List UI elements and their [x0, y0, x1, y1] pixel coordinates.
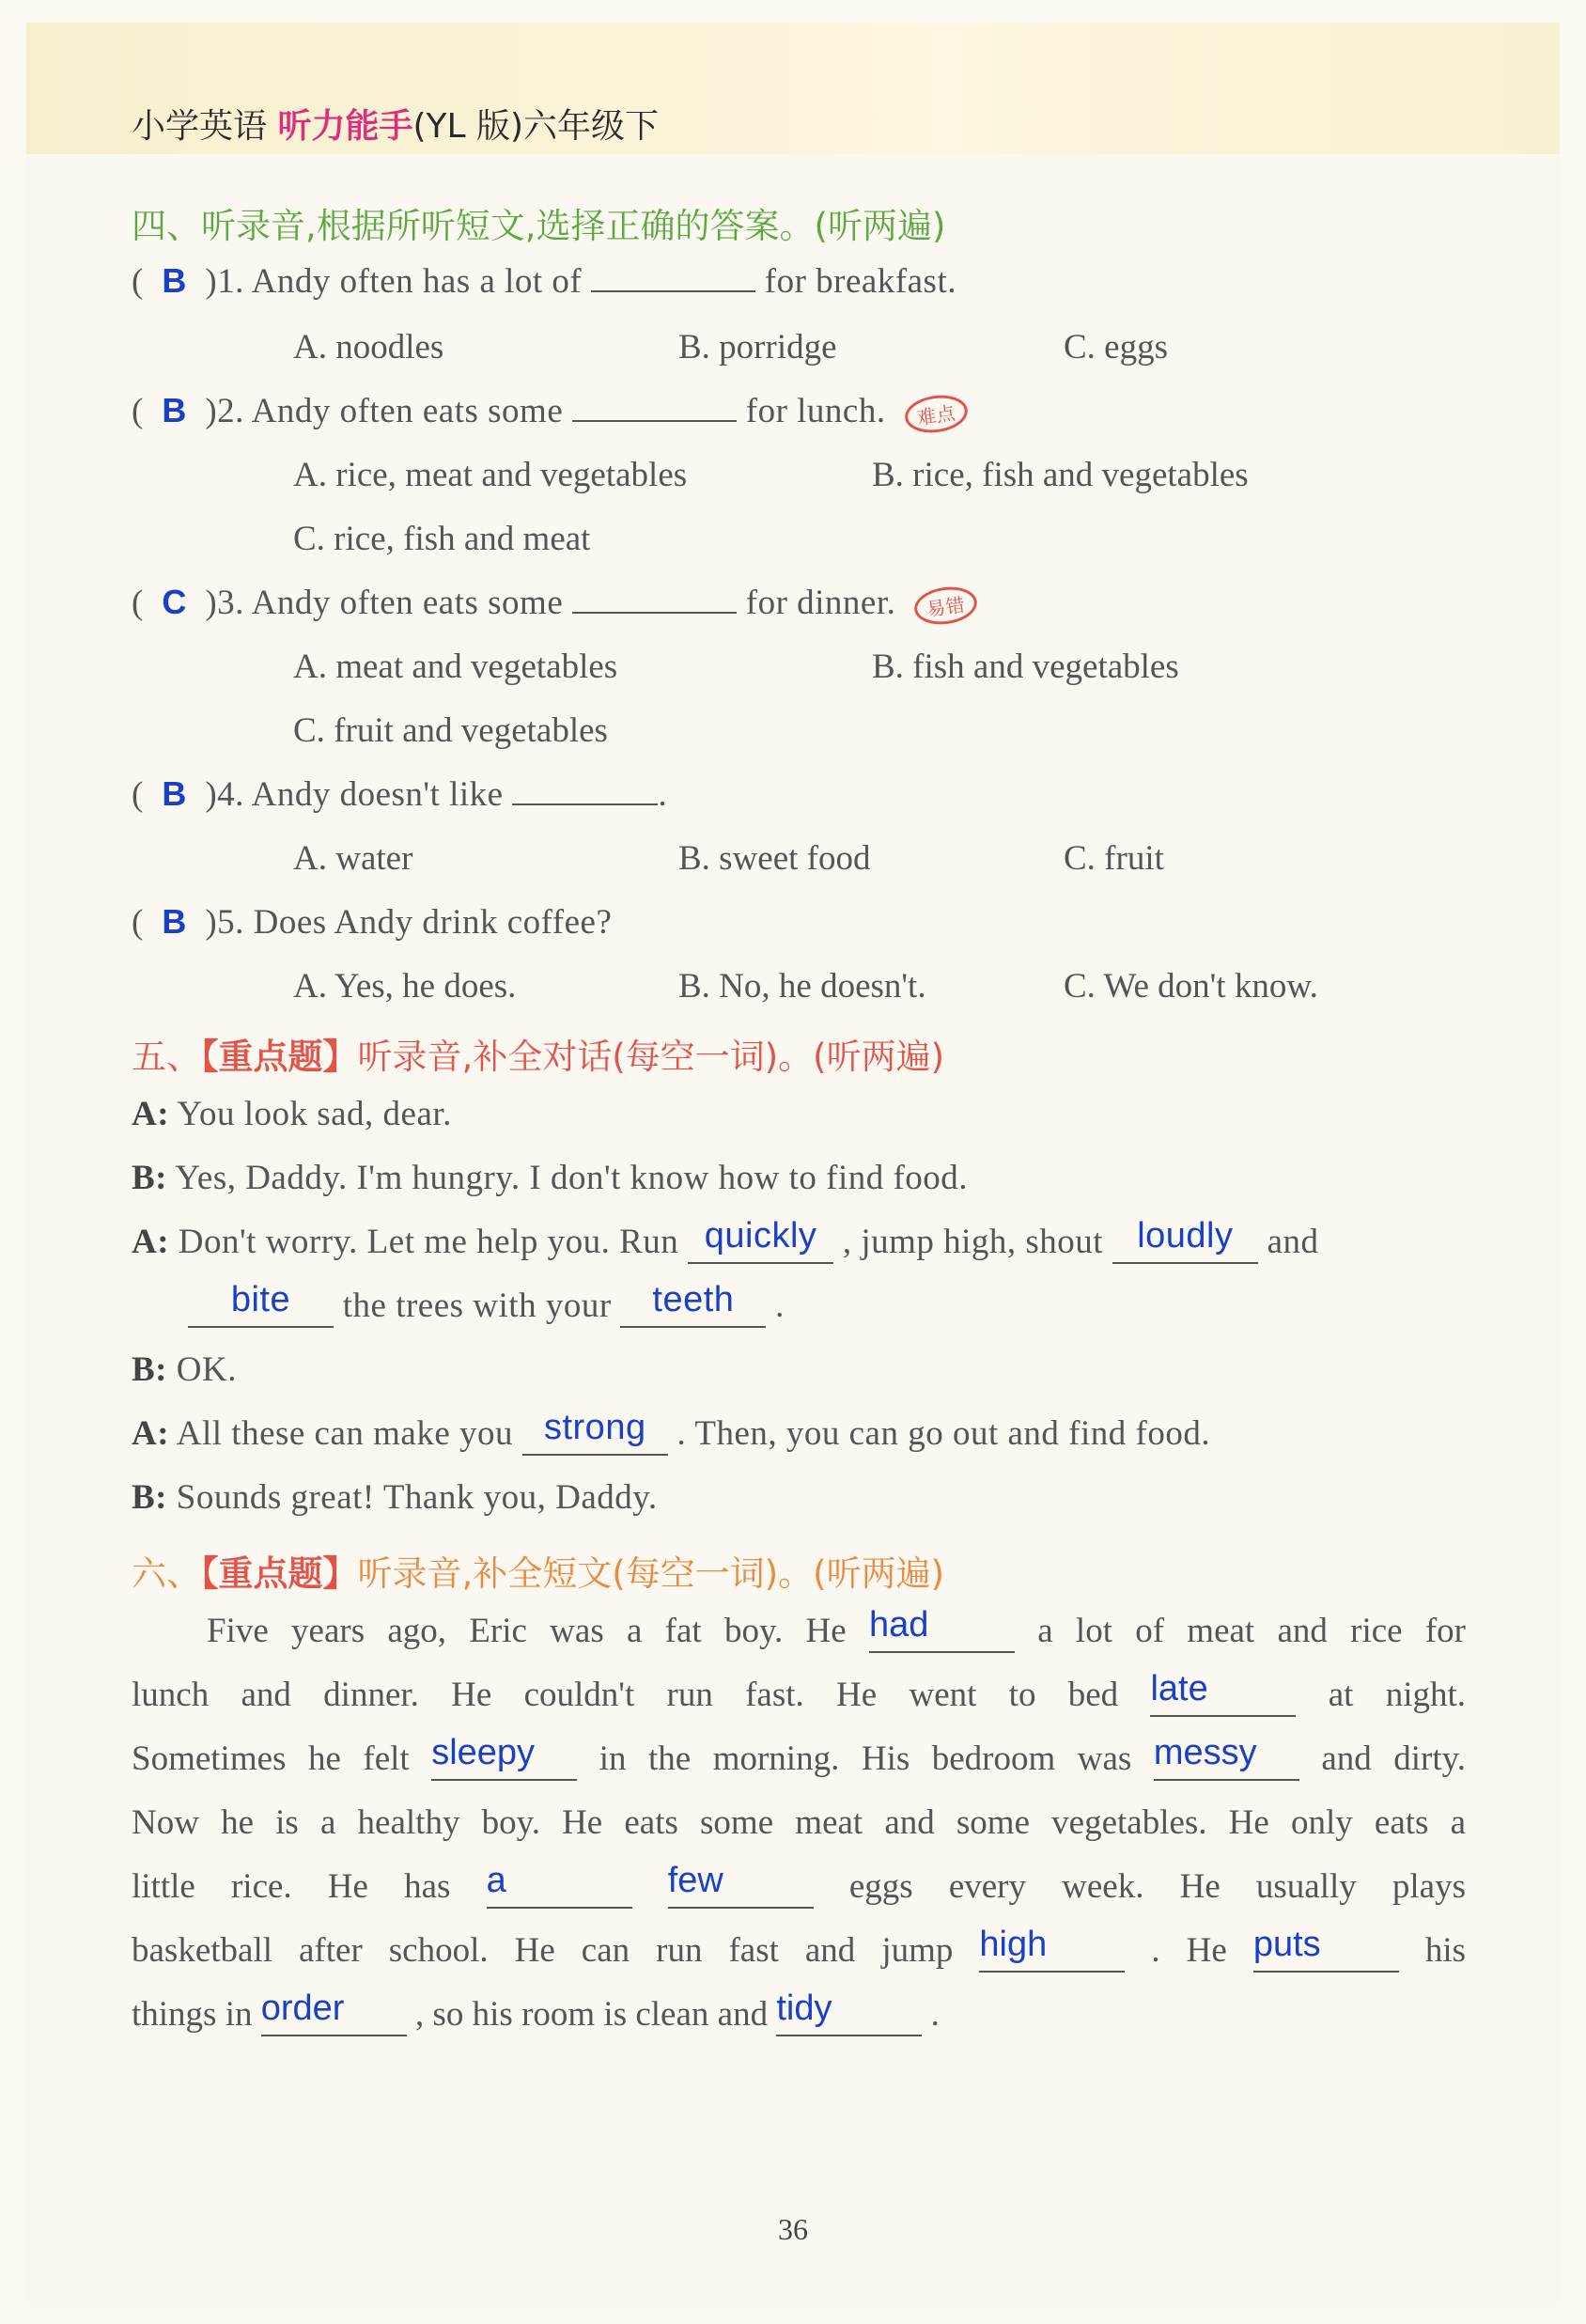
section5-title: 五、【重点题】听录音,补全对话(每空一词)。(听两遍) — [132, 1037, 945, 1077]
q4-option-a: A. water — [293, 839, 413, 878]
q2-row: ( B )2. Andy often eats some for lunch. 难点 — [132, 391, 968, 432]
q5-row: ( B )5. Does Andy drink coffee? — [132, 902, 613, 942]
passage-line-6: basketball after school. He can run fast and jump high . He puts his — [132, 1930, 1466, 1973]
passage-line-4: Now he is a healthy boy. He eats some meat and some vegetables. He only eats a — [132, 1803, 1466, 1842]
dialog-line-1: A: You look sad, dear. — [132, 1095, 452, 1133]
q4-option-c: C. fruit — [1064, 839, 1164, 878]
dialog-line-2: B: Yes, Daddy. I'm hungry. I don't know how to find food. — [132, 1159, 969, 1197]
q5-option-b: B. No, he doesn't. — [678, 967, 926, 1006]
blank-bite: bite — [188, 1286, 334, 1328]
blank-order: order — [261, 1994, 407, 2036]
passage-line-5: little rice. He has a few eggs every week. He usually plays — [132, 1866, 1466, 1909]
q1-option-a: A. noodles — [293, 328, 444, 367]
blank-teeth: teeth — [620, 1286, 766, 1328]
blank-a: a — [487, 1866, 632, 1909]
q4-option-b: B. sweet food — [678, 839, 871, 878]
dialog-line-4: bite the trees with your teeth . — [188, 1286, 785, 1328]
q4-blank — [512, 803, 658, 805]
blank-few: few — [668, 1866, 814, 1909]
q1-option-c: C. eggs — [1064, 328, 1168, 367]
q3-option-c: C. fruit and vegetables — [293, 711, 608, 750]
blank-quickly: quickly — [688, 1222, 833, 1264]
dialog-line-3: A: Don't worry. Let me help you. Run quickly , jump high, shout loudly and — [132, 1222, 1319, 1264]
blank-tidy: tidy — [776, 1994, 922, 2036]
q3-blank — [572, 611, 737, 614]
q5-option-c: C. We don't know. — [1064, 967, 1318, 1006]
dialog-line-6: A: All these can make you strong . Then, you can go out and find food. — [132, 1413, 1210, 1456]
q3-row: ( C )3. Andy often eats some for dinner. 易错 — [132, 583, 977, 624]
q2-option-c: C. rice, fish and meat — [293, 520, 591, 558]
q4-answer: B — [162, 774, 187, 813]
passage-line-3: Sometimes he felt sleepy in the morning. His bedroom was messy and dirty. — [132, 1739, 1466, 1781]
error-prone-badge: 易错 — [912, 584, 980, 629]
blank-puts: puts — [1253, 1930, 1399, 1973]
blank-strong: strong — [522, 1413, 668, 1456]
q4-row: ( B )4. Andy doesn't like . — [132, 774, 668, 814]
difficulty-badge: 难点 — [902, 392, 970, 437]
page-number: 36 — [778, 2212, 808, 2246]
blank-had: had — [869, 1611, 1015, 1653]
q3-option-a: A. meat and vegetables — [293, 647, 618, 686]
book-title: 小学英语 听力能手(YL 版)六年级下 — [132, 107, 660, 146]
q3-option-b: B. fish and vegetables — [872, 647, 1179, 686]
q5-option-a: A. Yes, he does. — [293, 967, 517, 1006]
passage-line-7: things in order , so his room is clean and tidy . — [132, 1994, 1466, 2036]
passage-line-2: lunch and dinner. He couldn't run fast. He went to bed late at night. — [132, 1675, 1466, 1717]
blank-messy: messy — [1154, 1739, 1299, 1781]
blank-late: late — [1150, 1675, 1296, 1717]
section4-title: 四、听录音,根据所听短文,选择正确的答案。(听两遍) — [132, 206, 946, 246]
q2-option-b: B. rice, fish and vegetables — [872, 456, 1249, 494]
blank-high: high — [979, 1930, 1125, 1973]
dialog-line-5: B: OK. — [132, 1350, 237, 1389]
passage-line-1: Five years ago, Eric was a fat boy. He had a lot of meat and rice for — [132, 1611, 1466, 1653]
q1-answer: B — [162, 261, 187, 300]
blank-sleepy: sleepy — [431, 1739, 577, 1781]
q1-option-b: B. porridge — [678, 328, 837, 367]
section6-title: 六、【重点题】听录音,补全短文(每空一词)。(听两遍) — [132, 1553, 945, 1594]
q2-blank — [572, 419, 737, 422]
q2-option-a: A. rice, meat and vegetables — [293, 456, 688, 494]
q1-blank — [591, 289, 755, 292]
q1-row: ( B )1. Andy often has a lot of for breakfast. — [132, 261, 956, 301]
dialog-line-7: B: Sounds great! Thank you, Daddy. — [132, 1478, 658, 1517]
q5-answer: B — [162, 902, 187, 941]
q2-answer: B — [162, 391, 187, 429]
q3-answer: C — [162, 583, 187, 621]
blank-loudly: loudly — [1112, 1222, 1258, 1264]
